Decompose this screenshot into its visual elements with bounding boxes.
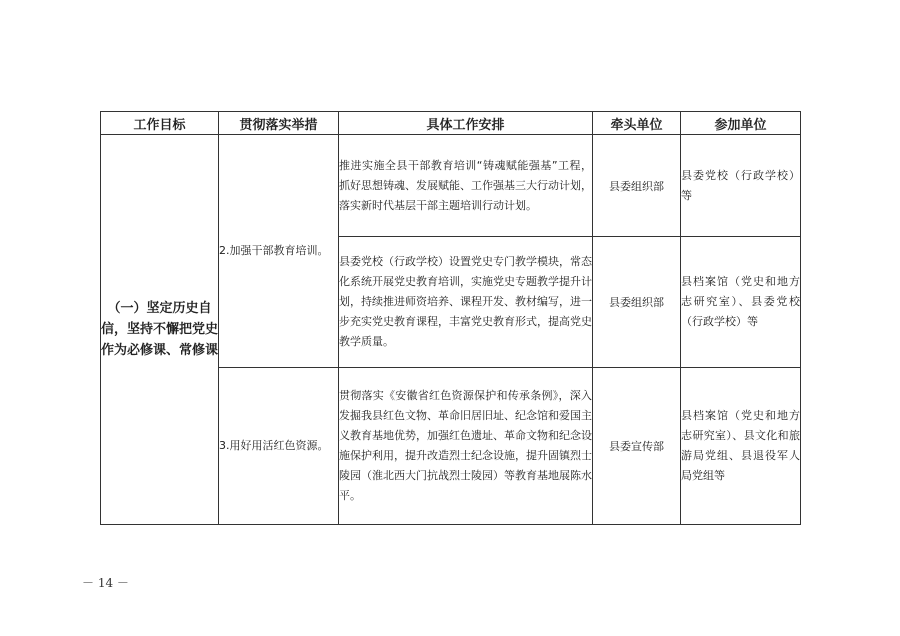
lead-unit-cell: 县委宣传部: [593, 368, 681, 525]
measure-cell: 2.加强干部教育培训。: [219, 135, 339, 368]
work-plan-table: [100, 111, 801, 525]
table-header-row: [101, 112, 801, 135]
header-participant-units: 参加单位: [681, 112, 801, 135]
header-goal: 工作目标: [101, 112, 219, 135]
page-number: － 14 －: [82, 576, 129, 590]
header-lead-unit: 牵头单位: [593, 112, 681, 135]
table-row: [101, 135, 801, 237]
participant-units-cell: 县委党校（行政学校）等: [681, 135, 801, 237]
participant-units-cell: 县档案馆（党史和地方志研究室）、县文化和旅游局党组、县退役军人局党组等: [681, 368, 801, 525]
header-arrangement: 具体工作安排: [339, 112, 593, 135]
participant-units-cell: 县档案馆（党史和地方志研究室）、县委党校（行政学校）等: [681, 237, 801, 368]
arrangement-cell: 推进实施全县干部教育培训“铸魂赋能强基”工程，抓好思想铸魂、发展赋能、工作强基三大行动计划，落实新时代基层干部主题培训行动计划。: [339, 135, 593, 237]
lead-unit-cell: 县委组织部: [593, 237, 681, 368]
arrangement-cell: 县委党校（行政学校）设置党史专门教学模块，常态化系统开展党史教育培训，实施党史专题教学提升计划，持续推进师资培养、课程开发、教材编写，进一步充实党史教育课程，丰富党史教育形式，提高党史教学质量。: [339, 237, 593, 368]
goal-cell: （一）坚定历史自信，坚持不懈把党史作为必修课、常修课: [101, 135, 219, 525]
measure-cell: 3.用好用活红色资源。: [219, 368, 339, 525]
arrangement-cell: 贯彻落实《安徽省红色资源保护和传承条例》，深入发掘我县红色文物、革命旧居旧址、纪念馆和爱国主义教育基地优势，加强红色遗址、革命文物和纪念设施保护利用，提升改造烈士纪念设施，提升固镇烈士陵园（淮北西大门抗战烈士陵园）等教育基地展陈水平。: [339, 368, 593, 525]
lead-unit-cell: 县委组织部: [593, 135, 681, 237]
header-measure: 贯彻落实举措: [219, 112, 339, 135]
